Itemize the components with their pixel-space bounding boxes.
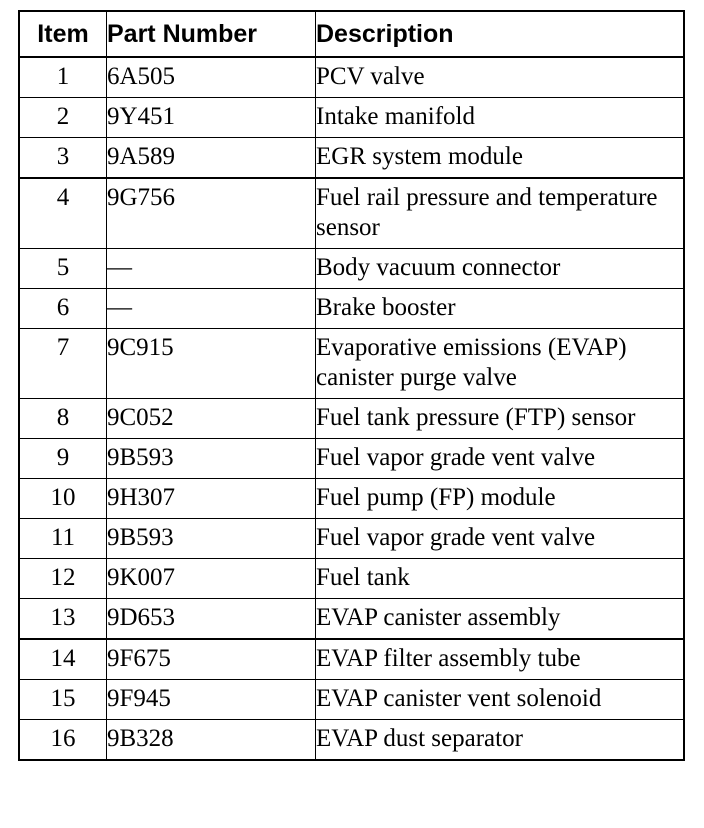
parts-table <box>18 10 685 761</box>
table-row <box>19 249 684 289</box>
cell-description: Intake manifold <box>316 98 685 138</box>
cell-item: 1 <box>19 57 107 98</box>
cell-item: 9 <box>19 439 107 479</box>
table-row <box>19 138 684 179</box>
cell-part-number: 9K007 <box>107 559 316 599</box>
cell-description: PCV valve <box>316 57 685 98</box>
cell-item: 13 <box>19 599 107 640</box>
header-part-number: Part Number <box>107 11 316 57</box>
table-header <box>19 11 684 57</box>
cell-part-number: — <box>107 249 316 289</box>
cell-description: Body vacuum connector <box>316 249 685 289</box>
header-description: Description <box>316 11 685 57</box>
cell-item: 2 <box>19 98 107 138</box>
table-row <box>19 399 684 439</box>
cell-description: EVAP canister assembly <box>316 599 685 640</box>
table-row <box>19 720 684 761</box>
table-row <box>19 559 684 599</box>
table-row <box>19 98 684 138</box>
cell-description: Fuel tank <box>316 559 685 599</box>
table-row <box>19 479 684 519</box>
table-row <box>19 57 684 98</box>
cell-part-number: 9F945 <box>107 680 316 720</box>
cell-description: Fuel vapor grade vent valve <box>316 519 685 559</box>
cell-part-number: 9D653 <box>107 599 316 640</box>
cell-description: Fuel rail pressure and temperature sensor <box>316 178 685 249</box>
cell-item: 12 <box>19 559 107 599</box>
cell-item: 5 <box>19 249 107 289</box>
cell-item: 14 <box>19 639 107 680</box>
cell-part-number: 9B593 <box>107 439 316 479</box>
table-row <box>19 178 684 249</box>
cell-part-number: — <box>107 289 316 329</box>
cell-item: 15 <box>19 680 107 720</box>
table-row <box>19 289 684 329</box>
cell-item: 10 <box>19 479 107 519</box>
table-row <box>19 519 684 559</box>
cell-description: Fuel pump (FP) module <box>316 479 685 519</box>
table-row <box>19 439 684 479</box>
cell-description: Evaporative emissions (EVAP) canister purge valve <box>316 329 685 399</box>
cell-part-number: 9C915 <box>107 329 316 399</box>
cell-description: Fuel vapor grade vent valve <box>316 439 685 479</box>
cell-description: EVAP dust separator <box>316 720 685 761</box>
cell-description: EGR system module <box>316 138 685 179</box>
cell-item: 4 <box>19 178 107 249</box>
cell-part-number: 6A505 <box>107 57 316 98</box>
cell-item: 8 <box>19 399 107 439</box>
table-row <box>19 329 684 399</box>
cell-description: Brake booster <box>316 289 685 329</box>
table-row <box>19 680 684 720</box>
table-row <box>19 599 684 640</box>
table-row <box>19 639 684 680</box>
cell-description: EVAP canister vent solenoid <box>316 680 685 720</box>
cell-part-number: 9B593 <box>107 519 316 559</box>
cell-part-number: 9F675 <box>107 639 316 680</box>
cell-description: Fuel tank pressure (FTP) sensor <box>316 399 685 439</box>
cell-part-number: 9Y451 <box>107 98 316 138</box>
cell-item: 3 <box>19 138 107 179</box>
cell-item: 6 <box>19 289 107 329</box>
table-body <box>19 57 684 760</box>
cell-part-number: 9H307 <box>107 479 316 519</box>
cell-item: 16 <box>19 720 107 761</box>
cell-part-number: 9C052 <box>107 399 316 439</box>
cell-part-number: 9G756 <box>107 178 316 249</box>
cell-part-number: 9A589 <box>107 138 316 179</box>
cell-description: EVAP filter assembly tube <box>316 639 685 680</box>
cell-item: 11 <box>19 519 107 559</box>
cell-item: 7 <box>19 329 107 399</box>
header-item: Item <box>19 11 107 57</box>
header-row <box>19 11 684 57</box>
cell-part-number: 9B328 <box>107 720 316 761</box>
